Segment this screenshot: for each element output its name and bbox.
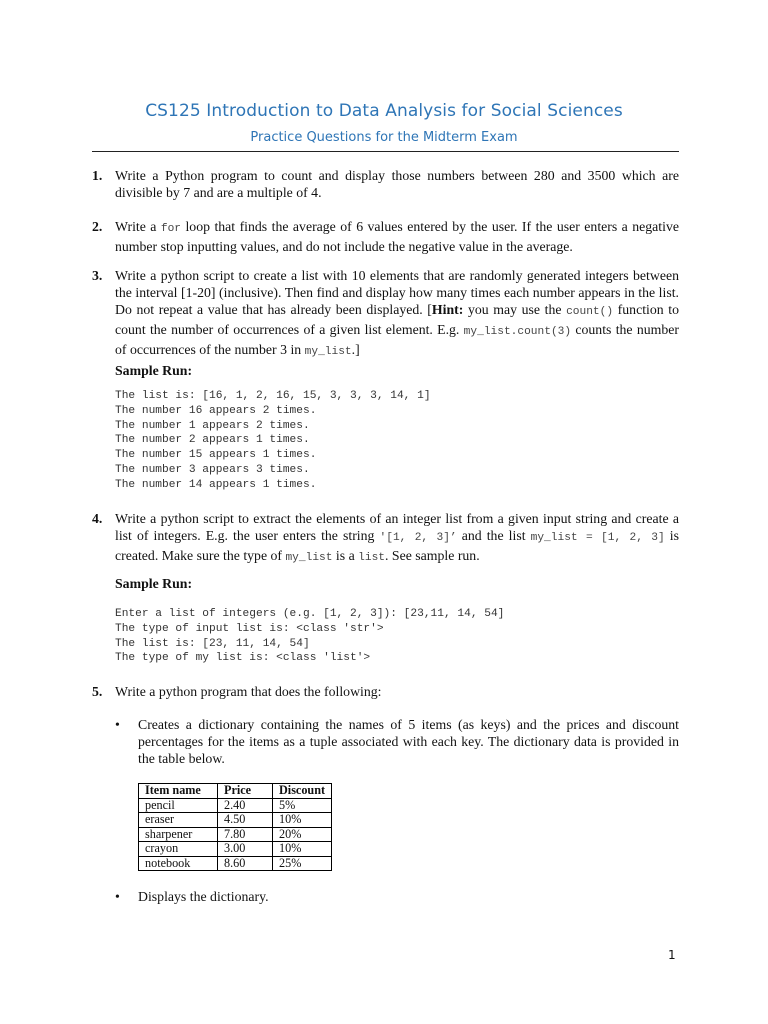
table-row	[139, 798, 332, 813]
question-text: Write a Python program to count and display those numbers between 280 and 3500 which are divisible by 7 and are a multiple of 4.	[115, 168, 679, 200]
table-cell: notebook	[139, 856, 218, 871]
question-number: 1.	[92, 168, 103, 183]
question-5	[92, 683, 679, 700]
bullet-text: Creates a dictionary containing the names of 5 items (as keys) and the prices and discount percentages for the items as a tuple associated with each key. The dictionary data is provided in the table below.	[138, 717, 679, 766]
table-row	[139, 842, 332, 857]
table-cell: 20%	[273, 827, 332, 842]
table-cell: crayon	[139, 842, 218, 857]
question-number: 2.	[92, 219, 103, 234]
hint-label: Hint:	[431, 302, 464, 317]
code-line: The number 16 appears 2 times.	[115, 404, 317, 417]
bullet-icon: •	[115, 717, 120, 732]
page-title: CS125 Introduction to Data Analysis for Social Sciences	[145, 101, 623, 121]
code-line: The number 15 appears 1 times.	[115, 449, 317, 462]
table-cell: 2.40	[218, 798, 273, 813]
code-line: Enter a list of integers (e.g. [1, 2, 3]): [23,11, 14, 54]	[115, 608, 505, 620]
table-cell: 4.50	[218, 813, 273, 828]
question-text: Write a python program that does the following:	[115, 684, 382, 699]
question-text: Write a python script to extract the elements of an integer list from a given input string and create a list of integers. E.g. the user enters the string '[1, 2, 3]’ and the list my_list = [1, 2, 3] is created. Make sure the type of my_list is a list. See sample run.	[115, 511, 680, 564]
table-row	[139, 813, 332, 828]
bullet-text: Displays the dictionary.	[138, 889, 269, 904]
table-header-row	[139, 784, 332, 799]
inline-code: my_list.count(3)	[463, 326, 572, 338]
code-line: The list is: [23, 11, 14, 54]	[115, 637, 310, 650]
inline-code: count()	[566, 306, 614, 318]
question-4	[92, 510, 679, 567]
table-row	[139, 856, 332, 871]
question-text: Write a python script to create a list with 10 elements that are randomly generated integers between the interval [1-20] (inclusive). Then find and display how many times each number appears in the list. Do not repeat a value that has already been displayed. [Hint: you may use the count() function to count the number of occurrences of a given list element. E.g. my_list.count(3) counts the number of occurrences of the number 3 in my_list.]	[115, 268, 680, 358]
header-rule	[92, 151, 679, 152]
table-cell: 10%	[273, 842, 332, 857]
column-header: Discount	[273, 784, 332, 799]
question-1	[92, 167, 679, 201]
code-line: The number 2 appears 1 times.	[115, 434, 310, 447]
bullet-icon: •	[115, 889, 120, 904]
table-cell: 5%	[273, 798, 332, 813]
table-row	[139, 827, 332, 842]
table-cell: pencil	[139, 798, 218, 813]
table-cell: sharpener	[139, 827, 218, 842]
table-cell: 10%	[273, 813, 332, 828]
table-cell: 8.60	[218, 856, 273, 871]
code-line: The number 3 appears 3 times.	[115, 463, 310, 476]
sample-run-label: Sample Run:	[115, 363, 193, 378]
table-cell: 7.80	[218, 827, 273, 842]
page-subtitle: Practice Questions for the Midterm Exam	[250, 130, 518, 145]
question-number: 3.	[92, 268, 103, 283]
bullet-item	[115, 888, 679, 905]
inline-code: '[1, 2, 3]’	[379, 532, 457, 544]
table-cell: eraser	[139, 813, 218, 828]
inline-code: my_list = [1, 2, 3]	[530, 532, 665, 544]
code-line: The type of my list is: <class 'list'>	[115, 652, 371, 665]
inline-code: my_list	[304, 346, 352, 358]
code-line: The list is: [16, 1, 2, 16, 15, 3, 3, 3, 14, 1]	[115, 390, 431, 402]
code-line: The type of input list is: <class 'str'>	[115, 622, 384, 635]
bullet-item	[115, 716, 679, 767]
sample-run-output	[115, 389, 431, 493]
question-3	[92, 267, 679, 361]
column-header: Item name	[139, 784, 218, 799]
question-number: 4.	[92, 511, 103, 526]
question-2	[92, 218, 679, 255]
page-number: 1	[668, 948, 676, 962]
sample-run-label: Sample Run:	[115, 576, 193, 591]
column-header: Price	[218, 784, 273, 799]
question-text: Write a for loop that finds the average of 6 values entered by the user. If the user enters a negative number stop inputting values, and do not include the negative value in the average.	[115, 219, 679, 254]
inline-code: for	[160, 223, 182, 235]
sample-run-output	[115, 607, 504, 666]
items-table	[138, 783, 332, 871]
table-cell: 25%	[273, 856, 332, 871]
table-cell: 3.00	[218, 842, 273, 857]
question-number: 5.	[92, 684, 103, 699]
inline-code: list	[358, 552, 386, 564]
code-line: The number 14 appears 1 times.	[115, 478, 317, 491]
code-line: The number 1 appears 2 times.	[115, 419, 310, 432]
inline-code: my_list	[285, 552, 333, 564]
